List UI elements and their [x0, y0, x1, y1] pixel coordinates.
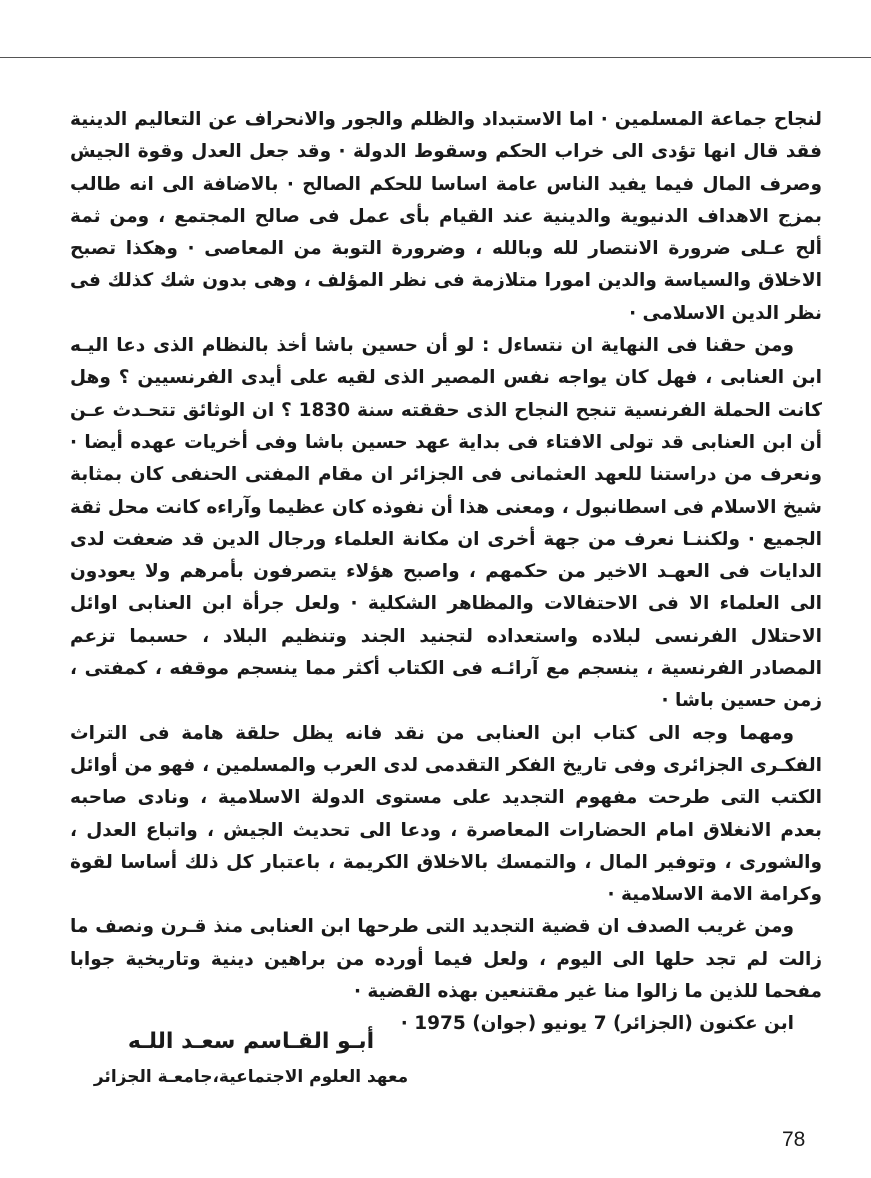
signature-block — [71, 1023, 431, 1093]
article-body — [70, 104, 822, 1041]
paragraph-4: ومن غريب الصدف ان قضية التجديد التى طرحها ابن العنابى منذ قـرن ونصف ما زالت لم تجد حلها الى اليوم ، ولعل فيما أورده من براهين دينية وتاريخية جوابا مفحما للذين ما زالوا منا غير مقتنعين بهذه القضية · — [70, 916, 822, 1003]
paragraph-1: لنجاح جماعة المسلمين · اما الاستبداد والظلم والجور والانحراف عن التعاليم الدينية فقد قال انها تؤدى الى خراب الحكم وسقوط الدولة · وقد جعل العدل وقوة الجيش وصرف المال فيما يفيد الناس عامة اساسا للحكم الصالح · بالاضافة الى انه طالب بمزج الاهداف الدنيوية والدينية عند القيام بأى عمل فى صالح المجتمع ، ومن ثمة ألح عـلى ضرورة الانتصار لله وبالله ، وضرورة التوبة من المعاصى · وهكذا تصبح الاخلاق والسياسة والدين امورا متلازمة فى نظر المؤلف ، وهى بدون شك كذلك فى نظر الدين الاسلامى · — [70, 109, 822, 324]
author-affiliation: معهد العلوم الاجتماعية،جامعـة الجزائر — [93, 1067, 409, 1087]
page-number: 78 — [782, 1128, 806, 1151]
author-name: أبـو القـاسم سعـد اللـه — [127, 1029, 375, 1054]
dateline: ابن عكنون (الجزائر) 7 يونيو (جوان) 1975 · — [400, 1013, 794, 1035]
paragraph-3: ومهما وجه الى كتاب ابن العنابى من نقد فانه يظل حلقة هامة فى التراث الفكـرى الجزائرى وفى تاريخ الفكر التقدمى لدى العرب والمسلمين ، فهو من أوائل الكتب التى طرحت مفهوم التجديد على مستوى الدولة الاسلامية ، ونادى صاحبه بعدم الانغلاق امام الحضارات المعاصرة ، ودعا الى تحديث الجيش ، واتباع العدل ، والشورى ، وتوفير المال ، والتمسك بالاخلاق الكريمة ، باعتبار كل ذلك أساسا لقوة وكرامة الامة الاسلامية · — [70, 722, 822, 906]
header-rule — [0, 57, 871, 58]
paragraph-2: ومن حقنا فى النهاية ان نتساءل : لو أن حسين باشا أخذ بالنظام الذى دعا اليـه ابن العنابى ، فهل كان يواجه نفس المصير الذى لقيه على أيدى الفرنسيين ؟ وهل كانت الحملة الفرنسية تنجح النجاح الذى حققته سنة 1830 ؟ ان الوثائق تتحـدث عـن أن ابن العنابى قد تولى الافتاء فى بداية عهد حسين باشا وفى أخريات عهده أيضا · ونعرف من دراستنا للعهد العثمانى فى الجزائر ان مقام المفتى الحنفى كان بمثابة شيخ الاسلام فى اسطانبول ، ومعنى هذا أن نفوذه كان عظيما وآراءه كانت محل ثقة الجميع · ولكننـا نعرف من جهة أخرى ان مكانة العلماء ورجال الدين قد ضعفت لدى الدايات فى العهـد الاخير من حكمهم ، واصبح هؤلاء يتصرفون بأمرهم ولا يعودون الى العلماء الا فى الاحتفالات والمظاهر الشكلية · ولعل جرأة ابن العنابى اوائل الاحتلال الفرنسى لبلاده واستعداده لتجنيد الجند وتنظيم البلاد ، حسبما تزعم المصادر الفرنسية ، ينسجم مع آرائـه فى الكتاب أكثر مما ينسجم موقفه ، كمفتى ، زمن حسين باشا · — [70, 335, 822, 712]
